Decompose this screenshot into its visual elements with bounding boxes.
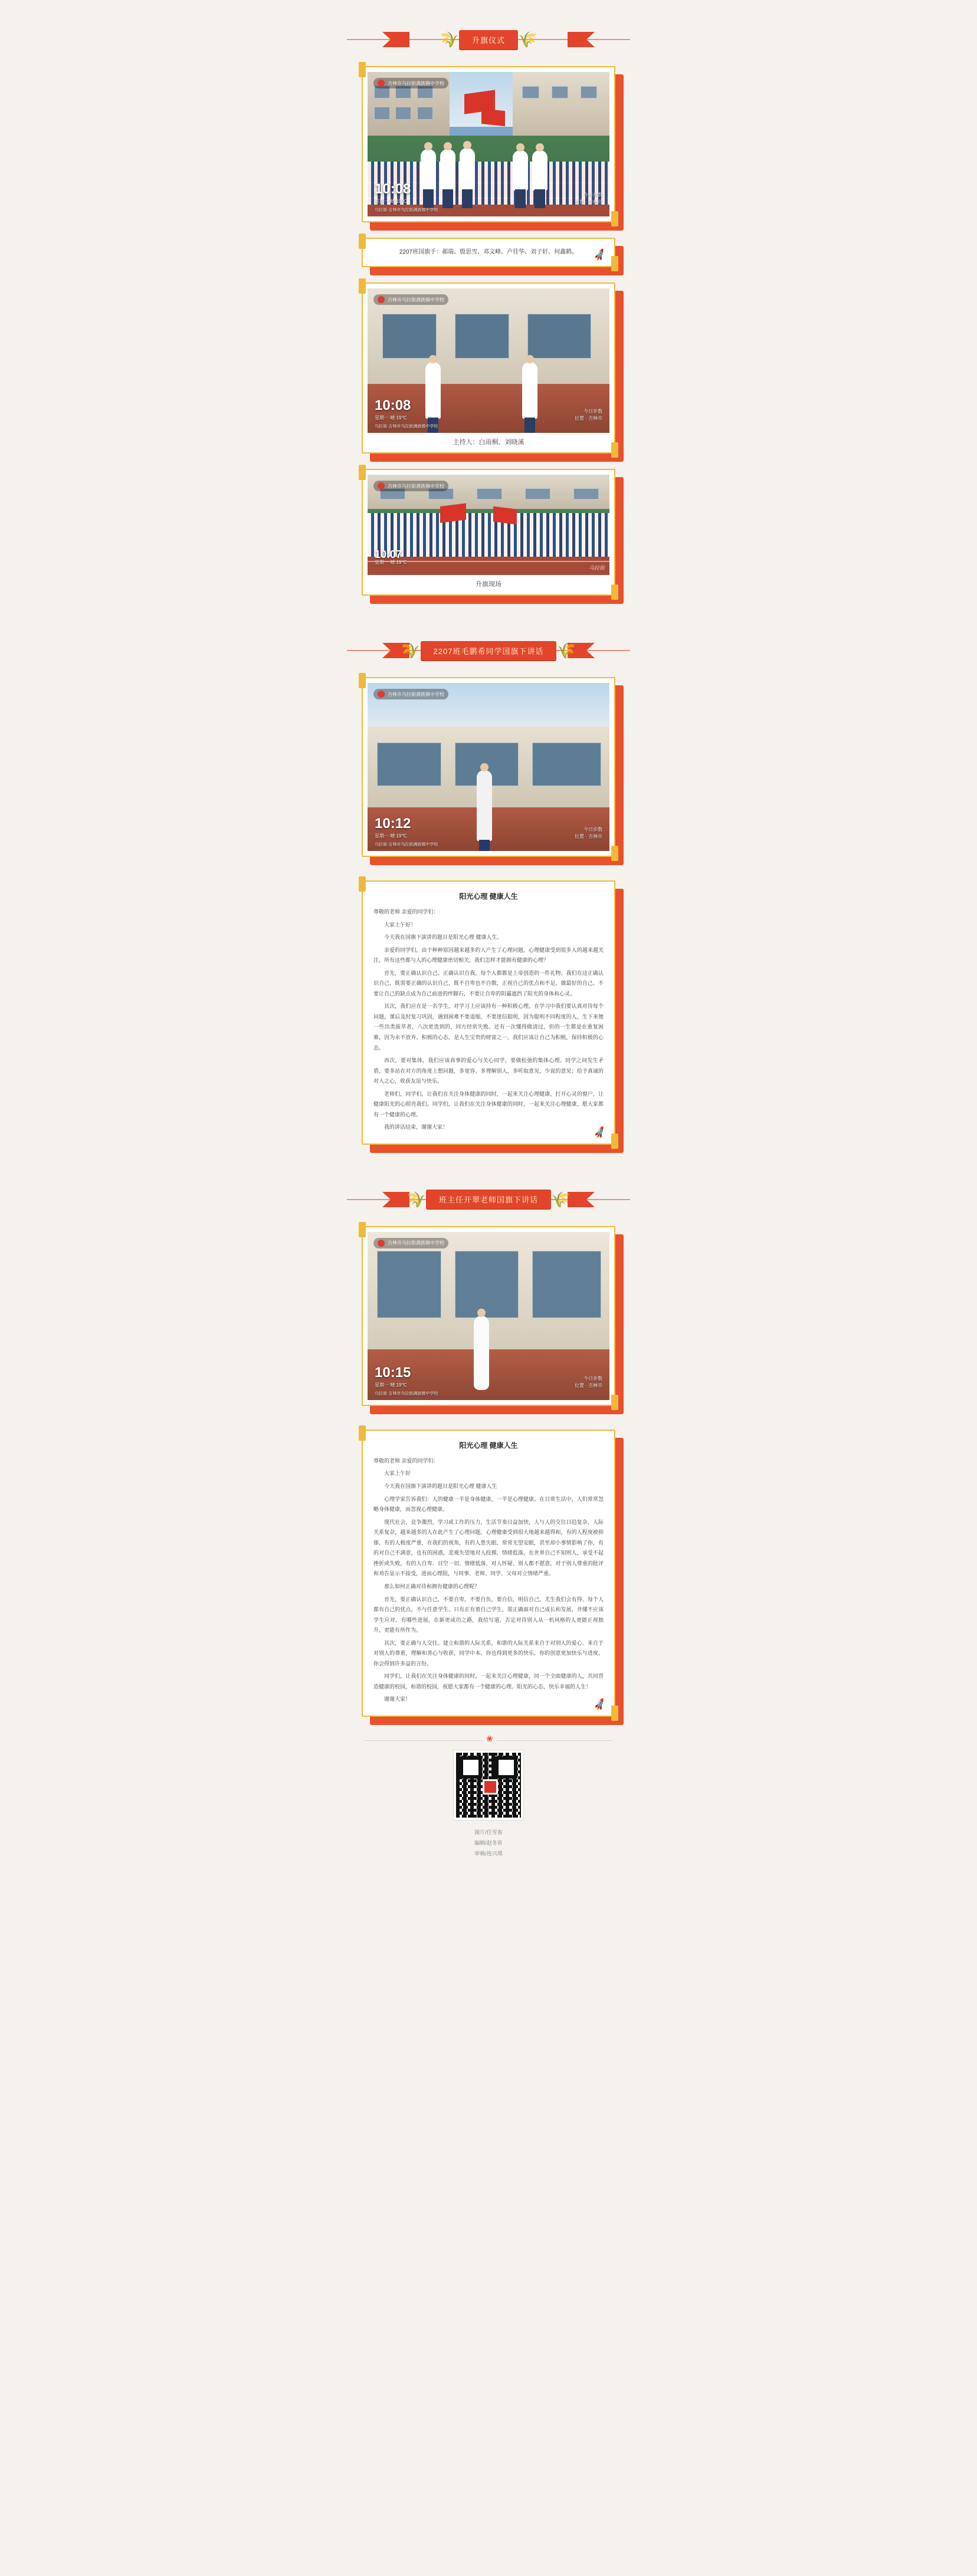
photo-card-student-speech <box>362 677 615 857</box>
rocket-icon: 🚀 <box>592 1126 608 1140</box>
photo-card-flag-3 <box>362 469 615 596</box>
speech-paragraph: 谢谢大家！ <box>384 1696 411 1703</box>
video-channel-badge: 吉林市乌拉街满族镇中学校 <box>373 481 448 491</box>
card-frame <box>362 1226 615 1406</box>
speech-paragraph: 其次，我们应在是一名学生，对学习上应该持有一种积极心理。在学习中我们要认真对待每个问题，课后及时复习巩固，遇到困难不要退缩，不要迷信聪明，因为聪明不同程度的人，生下来便一些出类拔萃者，八次更选到的，同方经常失败。还有一次懂得做清过，但的一生都是在重复困难，因为永不放弃。积极的心态，是人生宝贵的财富之一。我们应该让自己为积极，保持积极的心态。 <box>373 1003 604 1051</box>
section-banner-teacher-speech <box>312 1184 665 1215</box>
section-teacher-speech <box>312 1184 665 1717</box>
wheat-icon-left: 🌾 <box>406 1190 426 1208</box>
speech-paragraph: 亲爱的同学们，由于种种原因越来越多的人产生了心理问题，心理健康受到很多人的越来越关注，所有这些都与人的心理健康密切相关。我们怎样才能拥有健康的心理？ <box>373 947 604 964</box>
video-channel-badge: 吉林市乌拉街满族镇中学校 <box>373 689 448 699</box>
record-dot-icon <box>378 691 385 698</box>
photo-hosts <box>368 288 609 433</box>
video-timestamp: 10:08 <box>375 181 411 197</box>
corner-mark-top-left <box>359 673 366 688</box>
video-meta-right: 今日步数 位置 · 吉林市 <box>574 409 602 421</box>
footer-credit-editor: 编辑/赵冬育 <box>474 1839 503 1846</box>
record-dot-icon <box>378 80 385 87</box>
photo-flag-ceremony-1 <box>368 72 609 216</box>
video-meta-right: 今日步数 位置 · 吉林市 <box>574 192 602 205</box>
qr-code[interactable] <box>454 1750 523 1820</box>
corner-mark-bottom-right <box>611 584 618 600</box>
video-timestamp: 10:07 <box>375 548 402 560</box>
corner-mark-bottom-right <box>611 1133 618 1149</box>
speech-title: 阳光心理 健康人生 <box>459 892 518 901</box>
corner-mark-top-left <box>359 1425 366 1441</box>
video-channel-badge: 吉林市乌拉街满族镇中学校 <box>373 1238 448 1248</box>
speech-paragraph: 我的讲话结束，谢谢大家！ <box>384 1124 448 1131</box>
speech-paragraph: 今天我在国旗下演讲的题目是阳光心理 健康人生。 <box>384 934 503 941</box>
speech-paragraph: 其次，要正确与人交往。建立和谐的人际关系，和谐的人际关系来自于对别人的爱心、来自于对别人的尊重，理解和善心与收获，同学中本、你也得到更多的快乐，你的创意更加快乐与进度，你会得到许多益的言份。 <box>373 1639 604 1667</box>
corner-mark-top-left <box>359 62 366 77</box>
video-weather: 星期一 晴 19℃ <box>375 833 407 839</box>
photo-card-teacher-speech <box>362 1226 615 1406</box>
corner-mark-top-left <box>359 278 366 294</box>
section-student-speech <box>312 635 665 1145</box>
page-footer <box>312 1740 665 1882</box>
video-location: 乌拉街·吉林市乌拉街满族镇中学校 <box>375 208 438 212</box>
photo-student-speaker <box>368 683 609 851</box>
banner-title: 班主任开翠老师国旗下讲话 <box>426 1190 551 1209</box>
corner-mark-top-left <box>359 876 366 892</box>
student-speech-textbox <box>362 880 615 1145</box>
wheat-icon-left: 🌾 <box>401 642 421 659</box>
record-dot-icon <box>378 482 385 489</box>
speech-paragraph: 今天我在国旗下演讲的题目是阳光心理 健康人生 <box>384 1483 497 1490</box>
speech-paragraph: 现代社会，竞争激烈，学习或工作的压力，生活节奏日益加快，人与人的交往日趋复杂，人际关系复杂，越来越多的人在此产生了心理问题，心理健康受到很大地越来越得和，有的人程度被抑郁，有的人极度严重，在我们的视角，有的人患失眠、常常无望安眠，甚至却小事情影响了你，有的对自己不满意，也有的困惑，悲观失望地对人投掷，情绪低落，在世界自己不知则人，承受不起挫折或失败，有的人自卑、目空一切、情绪低落，对人怀疑、别人都不愿意，对于别人尊重的批评和劝告显示不接受，进而心理阻，与同事、老师、同学、父母对立情绪严重。 <box>373 1519 604 1577</box>
teacher-speech-textbox <box>362 1430 615 1717</box>
corner-mark-bottom-right <box>611 256 618 271</box>
photo-card-flag-1 <box>362 66 615 222</box>
card-frame <box>362 66 615 222</box>
photo-caption-flag-site: 升旗现场 <box>368 575 609 590</box>
corner-mark-bottom-right <box>611 442 618 458</box>
footer-credit-photos: 图片/任雪春 <box>474 1829 503 1835</box>
speech-paragraph: 尊敬的老师 亲爱的同学们： <box>373 1457 439 1464</box>
banner-title: 升旗仪式 <box>459 30 518 50</box>
photo-caption-hosts: 主持人：白雨桐、刘晓溪 <box>368 433 609 448</box>
video-weather: 星期一 晴 19℃ <box>375 560 407 565</box>
wheat-icon-right: 🌾 <box>556 642 576 659</box>
textbox-inner <box>362 880 615 1145</box>
record-dot-icon <box>378 1240 385 1247</box>
corner-mark-bottom-right <box>611 211 618 226</box>
wheat-icon-right: 🌾 <box>551 1190 571 1208</box>
speech-paragraph: 那么如何正确对待和拥有健康的心理呢？ <box>384 1583 480 1589</box>
card-frame <box>362 469 615 596</box>
speech-paragraph: 老师们，同学们，让我们在关注身体健康的同时，一起来关注心理健康，打开心灵的窗户，让健康阳光的心照亮我们。同学们，让我们在关注身体健康的同时，一起来关注心理健康，愿大家都有一个健康的心理。 <box>373 1090 604 1118</box>
card-frame <box>362 677 615 857</box>
flag-bearers-textbox <box>362 238 615 267</box>
speech-paragraph: 再次，要对集体，我们应该真事的爱心与关心同学，要做松弛的集体心理。同学之间发生矛盾，要多站在对方的角度上想问题，多宽容、多理解别人，多听取意见，少说的意见；给予真诚的对人之心，收获友谊与快乐。 <box>373 1057 604 1085</box>
footer-credit-reviewer: 审核/连兴琪 <box>474 1850 503 1857</box>
video-location: 乌拉街·吉林市乌拉街满族镇中学校 <box>375 425 438 429</box>
rocket-icon: 🚀 <box>592 1698 608 1712</box>
photo-flag-site <box>368 475 609 575</box>
speech-paragraph: 大家上午好 <box>384 1470 411 1477</box>
photo-card-flag-2 <box>362 282 615 454</box>
record-dot-icon <box>378 296 385 303</box>
section-banner-student-speech <box>312 635 665 666</box>
speech-paragraph: 大家上午好！ <box>384 921 417 928</box>
section-flag-ceremony <box>312 24 665 596</box>
video-weather: 星期一 晴 19℃ <box>375 1382 407 1388</box>
footer-divider <box>365 1740 612 1741</box>
section-banner-flag-ceremony <box>312 24 665 55</box>
wheat-icon-right: 🌾 <box>518 31 537 48</box>
flag-bearers-text: 2207班国旗手：郝瑞、殷思雪、邓文峰、卢佳华、刘子轩、何鑫鹤。 <box>399 249 578 255</box>
speech-paragraph: 同学们，让我们在关注身体健康的同时，一起来关注心理健康，同一个全面健康的人，共同营造健康的校园，和谐的校园，祝愿大家都有一个健康的心理。阳光的心态，快乐幸福的人生！ <box>373 1673 604 1690</box>
video-location: 乌拉街·吉林市乌拉街满族镇中学校 <box>375 843 438 847</box>
corner-mark-top-left <box>359 465 366 480</box>
video-meta-right: 今日步数 位置 · 吉林市 <box>574 1375 602 1388</box>
corner-mark-bottom-right <box>611 1706 618 1721</box>
wheat-icon-left: 🌾 <box>440 31 459 48</box>
rocket-icon: 🚀 <box>592 249 608 262</box>
video-meta-right: 今日步数 位置 · 吉林市 <box>574 827 602 839</box>
video-timestamp: 10:08 <box>375 397 411 413</box>
banner-title: 2207班毛鹏希同学国旗下讲话 <box>421 641 557 661</box>
speech-paragraph: 首先，要正确认识自己、正确认识自我。每个人都都是上帝创造的一件礼物。我们在这正确认识自己，既需要正确的认识自己，既不自卑也不自傲，正视自己的优点和不足，做最好的自己。不要让自己的缺点成为自己前进的绊脚石，不要让自卑的阴霾遮挡了阳光的身体和心灵。 <box>373 970 604 997</box>
corner-mark-top-left <box>359 234 366 249</box>
speech-paragraph: 尊敬的老师 亲爱的同学们： <box>373 909 439 915</box>
video-weather: 星期一 晴 19℃ <box>375 415 407 420</box>
video-channel-badge: 吉林市乌拉街满族镇中学校 <box>373 78 448 88</box>
video-location: 乌拉街·吉林市乌拉街满族镇中学校 <box>375 1391 438 1396</box>
qr-logo-icon <box>483 1779 498 1795</box>
corner-mark-top-left <box>359 1222 366 1237</box>
video-timestamp: 10:12 <box>375 816 411 832</box>
speech-paragraph: 心理学家告诉我们：人的健康一半是身体健康，一半是心理健康。在日常生活中，人们常常忽略身体健康，而忽视心理健康。 <box>373 1496 604 1513</box>
video-weather: 星期一 晴 19℃ <box>375 199 407 204</box>
card-frame <box>362 282 615 454</box>
video-timestamp: 10:15 <box>375 1364 411 1381</box>
photo-teacher-speaker <box>368 1232 609 1400</box>
textbox-inner <box>362 238 615 267</box>
textbox-inner <box>362 1430 615 1717</box>
speech-title: 阳光心理 健康人生 <box>459 1441 518 1450</box>
video-channel-badge: 吉林市乌拉街满族镇中学校 <box>373 294 448 305</box>
corner-mark-bottom-right <box>611 1395 618 1410</box>
corner-mark-bottom-right <box>611 846 618 861</box>
watermark: 乌拉街 <box>588 565 605 571</box>
speech-paragraph: 首先，要正确认识自己，不要自卑，不要自负，要自信，明信自己，尤生我们会有得、每个人都有自己的优点，不与任意学生、只有正有着自己学生，需正确面对自己成长和发展，并懂不应该学生应对，有哪些进展，在新更成功之路，我给写道，否定对待别人从一机风格的人更能正视独升，更能有所作为。 <box>373 1596 604 1634</box>
